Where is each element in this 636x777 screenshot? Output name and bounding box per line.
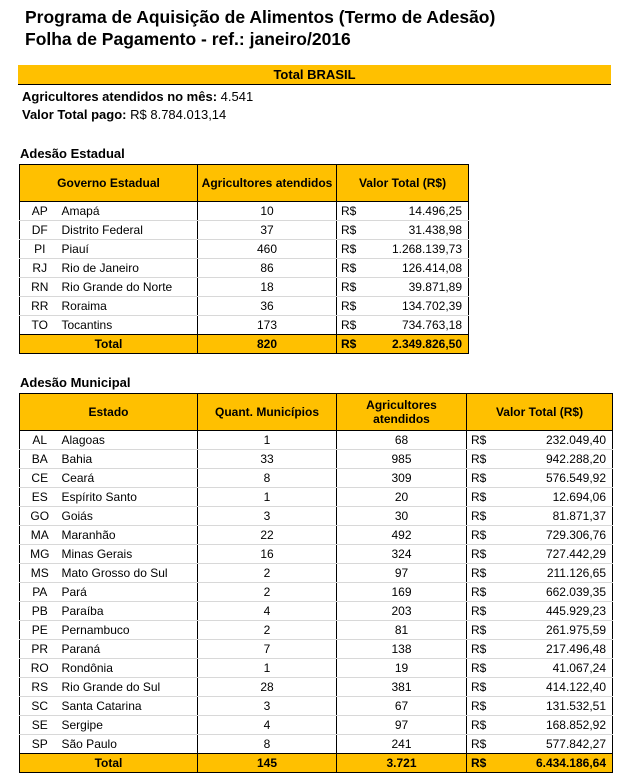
agricultores-cell: 19 xyxy=(337,659,467,678)
valor-cell: 727.442,29 xyxy=(497,545,613,564)
valor-cell: 134.702,39 xyxy=(367,297,469,316)
municipios-cell: 22 xyxy=(198,526,337,545)
currency-cell: R$ xyxy=(467,602,497,621)
agricultores-cell: 30 xyxy=(337,507,467,526)
table-row xyxy=(20,221,469,240)
table-row xyxy=(20,735,613,754)
currency-cell: R$ xyxy=(337,259,367,278)
table-row xyxy=(20,545,613,564)
currency-cell: R$ xyxy=(337,316,367,335)
state-code: SC xyxy=(20,697,60,716)
municipal-section-title: Adesão Municipal xyxy=(20,375,131,390)
currency-cell: R$ xyxy=(467,564,497,583)
state-code: RN xyxy=(20,278,60,297)
state-code: MS xyxy=(20,564,60,583)
state-name: Pernambuco xyxy=(60,621,198,640)
agricultores-cell: 985 xyxy=(337,450,467,469)
state-name: São Paulo xyxy=(60,735,198,754)
table-row xyxy=(20,659,613,678)
state-code: PI xyxy=(20,240,60,259)
municipios-cell: 2 xyxy=(198,621,337,640)
currency-cell: R$ xyxy=(467,488,497,507)
state-name: Ceará xyxy=(60,469,198,488)
agricultores-cell: 10 xyxy=(198,202,337,221)
table-row xyxy=(20,278,469,297)
agricultores-cell: 67 xyxy=(337,697,467,716)
valor-cell: 1.268.139,73 xyxy=(367,240,469,259)
state-code: RR xyxy=(20,297,60,316)
state-code: DF xyxy=(20,221,60,240)
estadual-total-valor: 2.349.826,50 xyxy=(367,335,469,354)
table-row xyxy=(20,640,613,659)
municipal-total-currency: R$ xyxy=(467,754,497,773)
currency-cell: R$ xyxy=(337,278,367,297)
valor-cell: 662.039,35 xyxy=(497,583,613,602)
estadual-table xyxy=(19,164,469,354)
valor-cell: 445.929,23 xyxy=(497,602,613,621)
municipios-cell: 4 xyxy=(198,716,337,735)
state-code: PE xyxy=(20,621,60,640)
currency-cell: R$ xyxy=(467,507,497,526)
currency-cell: R$ xyxy=(337,202,367,221)
estadual-total-row xyxy=(20,335,469,354)
header-agricultores: Agricultores atendidos xyxy=(198,165,337,202)
currency-cell: R$ xyxy=(467,697,497,716)
table-row xyxy=(20,259,469,278)
municipios-cell: 8 xyxy=(198,469,337,488)
valor-cell: 131.532,51 xyxy=(497,697,613,716)
state-name: Tocantins xyxy=(60,316,198,335)
municipios-cell: 7 xyxy=(198,640,337,659)
page-title-block xyxy=(25,6,495,50)
header-governo-estadual: Governo Estadual xyxy=(20,165,198,202)
state-code: TO xyxy=(20,316,60,335)
table-row xyxy=(20,488,613,507)
agricultores-cell: 18 xyxy=(198,278,337,297)
state-name: Distrito Federal xyxy=(60,221,198,240)
table-row xyxy=(20,316,469,335)
municipal-total-municipios: 145 xyxy=(198,754,337,773)
municipios-cell: 1 xyxy=(198,659,337,678)
currency-cell: R$ xyxy=(337,297,367,316)
state-name: Maranhão xyxy=(60,526,198,545)
valor-cell: 211.126,65 xyxy=(497,564,613,583)
table-row xyxy=(20,202,469,221)
municipios-cell: 1 xyxy=(198,488,337,507)
valor-cell: 577.842,27 xyxy=(497,735,613,754)
valor-cell: 168.852,92 xyxy=(497,716,613,735)
header-valor-total: Valor Total (R$) xyxy=(337,165,469,202)
state-name: Goiás xyxy=(60,507,198,526)
table-row xyxy=(20,583,613,602)
table-row xyxy=(20,716,613,735)
state-code: AL xyxy=(20,431,60,450)
currency-cell: R$ xyxy=(467,640,497,659)
agricultores-cell: 37 xyxy=(198,221,337,240)
currency-cell: R$ xyxy=(467,716,497,735)
state-name: Pará xyxy=(60,583,198,602)
agricultores-cell: 68 xyxy=(337,431,467,450)
state-code: ES xyxy=(20,488,60,507)
state-name: Rio Grande do Norte xyxy=(60,278,198,297)
municipios-cell: 1 xyxy=(198,431,337,450)
valor-cell: 39.871,89 xyxy=(367,278,469,297)
agricultores-cell: 460 xyxy=(198,240,337,259)
municipios-cell: 3 xyxy=(198,507,337,526)
estadual-section-title: Adesão Estadual xyxy=(20,146,125,161)
estadual-total-label: Total xyxy=(20,335,198,354)
agricultores-cell: 20 xyxy=(337,488,467,507)
valor-cell: 12.694,06 xyxy=(497,488,613,507)
state-name: Rio Grande do Sul xyxy=(60,678,198,697)
state-code: RS xyxy=(20,678,60,697)
state-name: Minas Gerais xyxy=(60,545,198,564)
state-name: Sergipe xyxy=(60,716,198,735)
valor-summary-value: R$ 8.784.013,14 xyxy=(130,107,227,122)
valor-cell: 81.871,37 xyxy=(497,507,613,526)
valor-summary xyxy=(22,107,226,122)
state-code: SP xyxy=(20,735,60,754)
state-name: Paraná xyxy=(60,640,198,659)
agricultores-cell: 492 xyxy=(337,526,467,545)
page-title: Programa de Aquisição de Alimentos (Termo de Adesão) xyxy=(25,7,496,27)
table-row xyxy=(20,602,613,621)
municipios-cell: 3 xyxy=(198,697,337,716)
valor-cell: 41.067,24 xyxy=(497,659,613,678)
table-row xyxy=(20,240,469,259)
valor-cell: 729.306,76 xyxy=(497,526,613,545)
agricultores-cell: 324 xyxy=(337,545,467,564)
estadual-total-agricultores: 820 xyxy=(198,335,337,354)
table-row xyxy=(20,564,613,583)
valor-cell: 14.496,25 xyxy=(367,202,469,221)
municipios-cell: 2 xyxy=(198,583,337,602)
currency-cell: R$ xyxy=(467,678,497,697)
state-code: MA xyxy=(20,526,60,545)
currency-cell: R$ xyxy=(467,659,497,678)
municipios-cell: 2 xyxy=(198,564,337,583)
municipios-cell: 8 xyxy=(198,735,337,754)
state-name: Rio de Janeiro xyxy=(60,259,198,278)
page-subtitle: Folha de Pagamento - ref.: janeiro/2016 xyxy=(25,29,351,49)
state-code: PR xyxy=(20,640,60,659)
agricultores-cell: 169 xyxy=(337,583,467,602)
valor-cell: 126.414,08 xyxy=(367,259,469,278)
state-code: BA xyxy=(20,450,60,469)
state-code: RJ xyxy=(20,259,60,278)
currency-cell: R$ xyxy=(467,431,497,450)
currency-cell: R$ xyxy=(467,583,497,602)
currency-cell: R$ xyxy=(467,469,497,488)
agricultores-cell: 241 xyxy=(337,735,467,754)
state-name: Paraíba xyxy=(60,602,198,621)
valor-cell: 217.496,48 xyxy=(497,640,613,659)
state-name: Alagoas xyxy=(60,431,198,450)
table-row xyxy=(20,526,613,545)
currency-cell: R$ xyxy=(467,526,497,545)
agricultores-summary-label: Agricultores atendidos no mês: xyxy=(22,89,218,104)
table-row xyxy=(20,697,613,716)
state-name: Santa Catarina xyxy=(60,697,198,716)
valor-summary-label: Valor Total pago: xyxy=(22,107,127,122)
state-name: Amapá xyxy=(60,202,198,221)
total-brasil-header: Total BRASIL xyxy=(18,65,611,85)
currency-cell: R$ xyxy=(467,545,497,564)
municipios-cell: 4 xyxy=(198,602,337,621)
header-estado: Estado xyxy=(20,394,198,431)
valor-cell: 414.122,40 xyxy=(497,678,613,697)
valor-cell: 576.549,92 xyxy=(497,469,613,488)
table-row xyxy=(20,297,469,316)
valor-cell: 734.763,18 xyxy=(367,316,469,335)
state-code: RO xyxy=(20,659,60,678)
agricultores-summary xyxy=(22,89,253,104)
state-code: AP xyxy=(20,202,60,221)
agricultores-cell: 81 xyxy=(337,621,467,640)
agricultores-cell: 203 xyxy=(337,602,467,621)
table-row xyxy=(20,621,613,640)
currency-cell: R$ xyxy=(467,621,497,640)
state-code: MG xyxy=(20,545,60,564)
agricultores-cell: 173 xyxy=(198,316,337,335)
agricultores-cell: 138 xyxy=(337,640,467,659)
municipios-cell: 33 xyxy=(198,450,337,469)
valor-cell: 261.975,59 xyxy=(497,621,613,640)
municipal-total-label: Total xyxy=(20,754,198,773)
header-agricultores: Agricultores atendidos xyxy=(337,394,467,431)
agricultores-cell: 36 xyxy=(198,297,337,316)
valor-cell: 31.438,98 xyxy=(367,221,469,240)
state-code: CE xyxy=(20,469,60,488)
state-code: PB xyxy=(20,602,60,621)
agricultores-cell: 97 xyxy=(337,564,467,583)
state-name: Rondônia xyxy=(60,659,198,678)
currency-cell: R$ xyxy=(467,735,497,754)
valor-cell: 942.288,20 xyxy=(497,450,613,469)
state-code: GO xyxy=(20,507,60,526)
state-code: PA xyxy=(20,583,60,602)
municipal-total-agricultores: 3.721 xyxy=(337,754,467,773)
agricultores-summary-value: 4.541 xyxy=(220,89,254,104)
municipios-cell: 28 xyxy=(198,678,337,697)
state-name: Bahia xyxy=(60,450,198,469)
table-row xyxy=(20,469,613,488)
header-quant-municipios: Quant. Municípios xyxy=(198,394,337,431)
state-name: Piauí xyxy=(60,240,198,259)
table-row xyxy=(20,678,613,697)
estadual-total-currency: R$ xyxy=(337,335,367,354)
state-name: Roraima xyxy=(60,297,198,316)
currency-cell: R$ xyxy=(337,221,367,240)
municipal-table xyxy=(19,393,613,773)
header-valor-total: Valor Total (R$) xyxy=(467,394,613,431)
state-name: Espírito Santo xyxy=(60,488,198,507)
table-row xyxy=(20,450,613,469)
table-row xyxy=(20,507,613,526)
table-row xyxy=(20,431,613,450)
state-code: SE xyxy=(20,716,60,735)
agricultores-cell: 86 xyxy=(198,259,337,278)
municipal-total-row xyxy=(20,754,613,773)
municipios-cell: 16 xyxy=(198,545,337,564)
municipal-total-valor: 6.434.186,64 xyxy=(497,754,613,773)
agricultores-cell: 97 xyxy=(337,716,467,735)
state-name: Mato Grosso do Sul xyxy=(60,564,198,583)
currency-cell: R$ xyxy=(467,450,497,469)
valor-cell: 232.049,40 xyxy=(497,431,613,450)
agricultores-cell: 309 xyxy=(337,469,467,488)
currency-cell: R$ xyxy=(337,240,367,259)
agricultores-cell: 381 xyxy=(337,678,467,697)
